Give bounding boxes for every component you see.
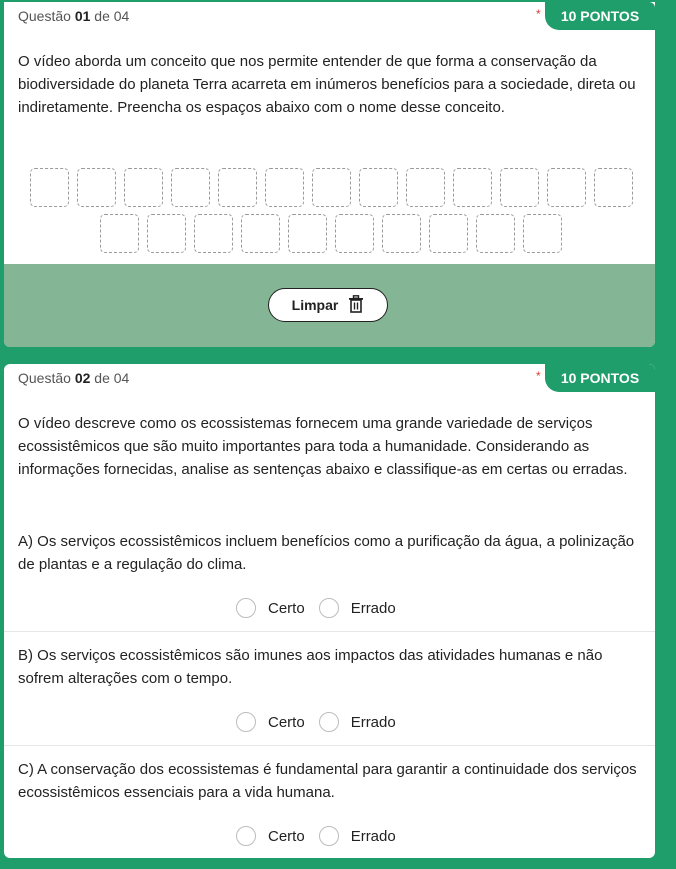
letter-box[interactable] bbox=[100, 214, 139, 253]
radio-button[interactable] bbox=[236, 598, 256, 618]
letter-box[interactable] bbox=[265, 168, 304, 207]
letter-box[interactable] bbox=[194, 214, 233, 253]
option-certo[interactable] bbox=[236, 826, 305, 846]
letter-boxes-row-2 bbox=[100, 214, 562, 253]
letter-box[interactable] bbox=[218, 168, 257, 207]
divider bbox=[4, 745, 655, 746]
letter-box[interactable] bbox=[30, 168, 69, 207]
options-item-c bbox=[236, 826, 410, 846]
statement-item-c bbox=[4, 758, 655, 804]
option-certo[interactable] bbox=[236, 712, 305, 732]
option-label: Certo bbox=[268, 827, 305, 845]
radio-button[interactable] bbox=[319, 598, 339, 618]
clear-button-label: Limpar bbox=[291, 297, 339, 313]
question-card-1 bbox=[4, 2, 655, 347]
statement-text: C) A conservação dos ecossistemas é fundamental para garantir a continuidade dos serviços ecossistêmicos essenciais para a vida humana. bbox=[18, 761, 637, 801]
letter-box[interactable] bbox=[77, 168, 116, 207]
question-total: de 04 bbox=[94, 8, 130, 24]
question-number bbox=[18, 8, 129, 24]
question-text: O vídeo aborda um conceito que nos permite entender de que forma a conservação da biodiversidade do planeta Terra acarreta em inúmeros benefícios para a sociedade, direta ou indiretamente. Preencha os espaços abaixo com o nome desse conceito. bbox=[18, 53, 636, 116]
option-errado[interactable] bbox=[319, 826, 396, 846]
statement-item-b bbox=[4, 644, 655, 690]
radio-button[interactable] bbox=[319, 826, 339, 846]
question-total: de 04 bbox=[94, 370, 130, 386]
option-certo[interactable] bbox=[236, 598, 305, 618]
option-label: Errado bbox=[350, 827, 396, 845]
trash-icon bbox=[348, 295, 364, 316]
divider bbox=[4, 631, 655, 632]
question-header bbox=[4, 2, 655, 30]
option-errado[interactable] bbox=[319, 712, 396, 732]
options-item-b bbox=[236, 712, 410, 732]
question-text: O vídeo descreve como os ecossistemas fornecem uma grande variedade de serviços ecossistêmicos que são muito importantes para toda a humanidade. Considerando as informações fornecidas, analise as sentenças abaixo e classifique-as em certas ou erradas. bbox=[18, 415, 628, 478]
question-label: Questão bbox=[18, 8, 71, 24]
letter-box[interactable] bbox=[124, 168, 163, 207]
letter-box[interactable] bbox=[335, 214, 374, 253]
letter-box[interactable] bbox=[147, 214, 186, 253]
question-number bbox=[18, 370, 129, 386]
option-label: Certo bbox=[268, 599, 305, 617]
question-footer bbox=[4, 264, 655, 347]
letter-box[interactable] bbox=[406, 168, 445, 207]
radio-button[interactable] bbox=[236, 826, 256, 846]
option-label: Errado bbox=[350, 713, 396, 731]
letter-box[interactable] bbox=[453, 168, 492, 207]
options-item-a bbox=[236, 598, 410, 618]
letter-box[interactable] bbox=[476, 214, 515, 253]
letter-box[interactable] bbox=[429, 214, 468, 253]
letter-box[interactable] bbox=[171, 168, 210, 207]
option-label: Certo bbox=[268, 713, 305, 731]
question-label: Questão bbox=[18, 370, 71, 386]
question-card-2 bbox=[4, 364, 655, 858]
required-mark: * bbox=[536, 369, 541, 383]
radio-button[interactable] bbox=[319, 712, 339, 732]
points-badge: 10 PONTOS bbox=[545, 2, 655, 30]
statement-text: A) Os serviços ecossistêmicos incluem benefícios como a purificação da água, a polinização de plantas e a regulação do clima. bbox=[18, 533, 635, 573]
option-label: Errado bbox=[350, 599, 396, 617]
letter-box[interactable] bbox=[594, 168, 633, 207]
letter-box[interactable] bbox=[312, 168, 351, 207]
option-errado[interactable] bbox=[319, 598, 396, 618]
question-index: 01 bbox=[74, 8, 91, 24]
points-badge: 10 PONTOS bbox=[545, 364, 655, 392]
letter-boxes-row-1 bbox=[30, 168, 633, 207]
question-header bbox=[4, 364, 655, 392]
statement-text: B) Os serviços ecossistêmicos são imunes aos impactos das atividades humanas e não sofrem alterações com o tempo. bbox=[18, 647, 603, 687]
clear-button[interactable] bbox=[268, 288, 388, 322]
required-mark: * bbox=[536, 7, 541, 21]
letter-box[interactable] bbox=[382, 214, 421, 253]
letter-box[interactable] bbox=[547, 168, 586, 207]
radio-button[interactable] bbox=[236, 712, 256, 732]
question-index: 02 bbox=[74, 370, 91, 386]
letter-box[interactable] bbox=[359, 168, 398, 207]
statement-item-a bbox=[4, 530, 655, 576]
letter-box[interactable] bbox=[241, 214, 280, 253]
letter-box[interactable] bbox=[288, 214, 327, 253]
letter-box[interactable] bbox=[500, 168, 539, 207]
letter-box[interactable] bbox=[523, 214, 562, 253]
